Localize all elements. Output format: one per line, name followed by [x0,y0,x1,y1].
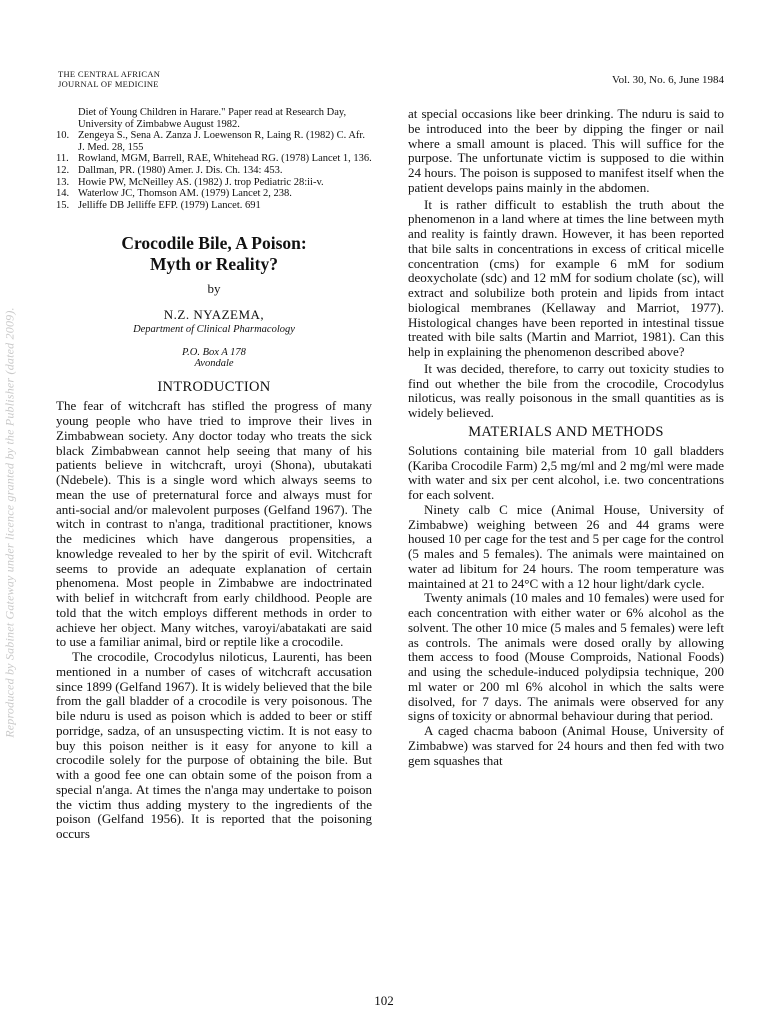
author-address [56,347,372,369]
article-title-line1: Crocodile Bile, A Poison: [121,233,307,254]
reference-item [56,177,372,189]
byline: by [207,281,221,297]
paragraph-right-1: at special occasions like beer drinking. The nduru is said to be introduced into the beer by dipping the finger or nail where a small amount is placed. This will suffice for the purpose. The unfortunate victim is supposed to die within 24 hours. The poison is supposed to manifest itself when the patient develops pains mainly in the abdomen. [408,106,724,195]
reference-number: 14. [56,188,70,200]
section-heading-introduction: INTRODUCTION [157,379,271,396]
reference-list [56,107,372,211]
reference-text: Zengeya S., Sena A. Zanza J. Loewenson R, Laing R. (1982) C. Afr. J. Med. 28, 155 [78,130,365,153]
reference-item [56,130,372,153]
reference-number [56,107,78,130]
author-name: N.Z. NYAZEMA, [163,307,265,323]
paragraph-methods-2: Ninety calb C mice (Animal House, University of Zimbabwe) weighing between 26 and 44 grams were housed 10 per cage for the test and 5 per cage for the control (5 males and 5 females). The animals were maintained on water ad libitum for 24 hours. The room temperature was maintained at 21 to 24°C with a 12 hour light/dark cycle. [408,501,724,591]
article-title-line2: Myth or Reality? [150,254,278,275]
author-department: Department of Clinical Pharmacology [133,324,295,336]
reference-item [56,153,372,165]
paragraph-right-3: It was decided, therefore, to carry out toxicity studies to find out whether the bile from the crocodile, Crocodylus niloticus, was really poisonous in the small quantities as is widely believed. [408,360,724,420]
page-number: 102 [374,993,394,1008]
journal-name-line2: JOURNAL OF MEDICINE [58,79,159,89]
reference-number: 13. [56,176,70,188]
reference-text: Howie PW, McNeilley AS. (1982) J. trop Pediatric 28:ii-v. [78,176,324,188]
reference-item [56,188,372,200]
volume-info: Vol. 30, No. 6, June 1984 [612,74,724,86]
paragraph-methods-4: A caged chacma baboon (Animal House, University of Zimbabwe) was starved for 24 hours and then fed with two gem squashes that [408,723,724,768]
reference-text: Waterlow JC, Thomson AM. (1979) Lancet 2, 238. [78,188,292,200]
left-column [56,107,372,842]
reference-text: Diet of Young Children in Harare." Paper read at Research Day, University of Zimbabwe August 1982. [78,107,347,130]
journal-name [58,69,160,89]
reference-number: 10. [56,130,70,142]
paragraph-intro-2: The crocodile, Crocodylus niloticus, Laurenti, has been mentioned in a number of cases of witchcraft accusation since 1899 (Gelfand 1967). It is widely believed that the bile from the gall bladder of a crocodile is very poisonous. The bile nduru is used as poison which is added to beer or stiff porridge, sadza, of an unsuspecting victim. It is not easy to buy this poison neither is it easy for anyone to kill a crocodile solely for the purpose of obtaining the bile. But with a good fee one can obtain some of the poison from a special n'anga. At times the n'anga may undertake to poison the victim thus adding mystery to the ingredients of the poison (Gelfand 1956). It is reported that the poisoning occurs [56,649,372,842]
section-heading-methods: MATERIALS AND METHODS [468,423,664,440]
reference-text: Dallman, PR. (1980) Amer. J. Dis. Ch. 134: 453. [78,164,283,176]
reference-text: Rowland, MGM, Barrell, RAE, Whitehead RG. (1978) Lancet 1, 136. [78,153,372,165]
paragraph-intro-1: The fear of witchcraft has stifled the progress of many young people who have tried to improve their lives in Zimbabwean society. Any doctor today who treats the sick black Zimbabwean cannot help seeing that many of his patients believe in witchcraft, uroyi (Shona), ubutakati (Ndebele). This is a single word which always seems to mean the use of preternatural force and always must for anti-social and/or malevolent purposes (Gelfand 1967). The witch in contrast to n'anga, traditional practitioner, knows the medicines which have dangerous propensities, a knowledge revealed to her by the spirit of evil. Witchcraft seems to provide an adequate explanation of certain phenomena. Most people in Zimbabwe are indoctrinated with belief in witchcraft from early childhood. People are told that the witch employs different methods in order to achieve her object. Many witches, varoyi/abatakati are said to use a familiar animal, bird or reptile like a crocodile. [56,398,372,650]
journal-name-line1: THE CENTRAL AFRICAN [58,69,161,79]
reference-item [56,107,372,130]
reference-number: 11. [56,153,69,165]
article-title [56,233,372,275]
reference-text: Jelliffe DB Jelliffe EFP. (1979) Lancet. 691 [78,199,261,211]
address-line2: Avondale [194,358,234,370]
reference-number: 15. [56,199,70,211]
paragraph-methods-3: Twenty animals (10 males and 10 females) were used for each concentration with either water or 6% alcohol as the solvent. The other 10 mice (5 males and 5 females) were left as controls. The animals were dosed orally by allowing them access to food (Mouse Comproids, National Foods) and using the schedule-induced polydipsia technique, 200 ml water or 200 ml 6% alcohol in which the salts were disolved, for 7 days. The animals were observed for any signs of toxicity or abnormal behaviour during that period. [408,590,724,724]
watermark-text: Reproduced by Sabinet Gateway under licence granted by the Publisher (dated 2009). [2,307,17,738]
reference-item [56,165,372,177]
paragraph-methods-1: Solutions containing bile material from 10 gall bladders (Kariba Crocodile Farm) 2,5 mg/ml and 2 mg/ml were made with water and six per cent alcohol, i.e. two concentrations for each solvent. [408,442,724,502]
address-line1: P.O. Box A 178 [182,347,246,359]
paragraph-right-2: It is rather difficult to establish the truth about the phenomenon in a land where at times the line between myth and reality is faintly drawn. However, it has been reported that bile salts in concentrations in excess of critical micelle concentration (cms) for example 6 mM for sodium deoxycholate (sdc) and 12 mM for sodium cholate (sc), will extract and solubilize both protein and lipids from intact biological membranes (Kellaway and Marriot, 1977). Histological changes have been reported in intestinal tissue treated with bile salts (Martin and Marriot, 1981). Can this help in explaining the phenomenon described above? [408,196,724,359]
right-column [408,107,724,768]
reference-item [56,200,372,212]
reference-number: 12. [56,164,70,176]
